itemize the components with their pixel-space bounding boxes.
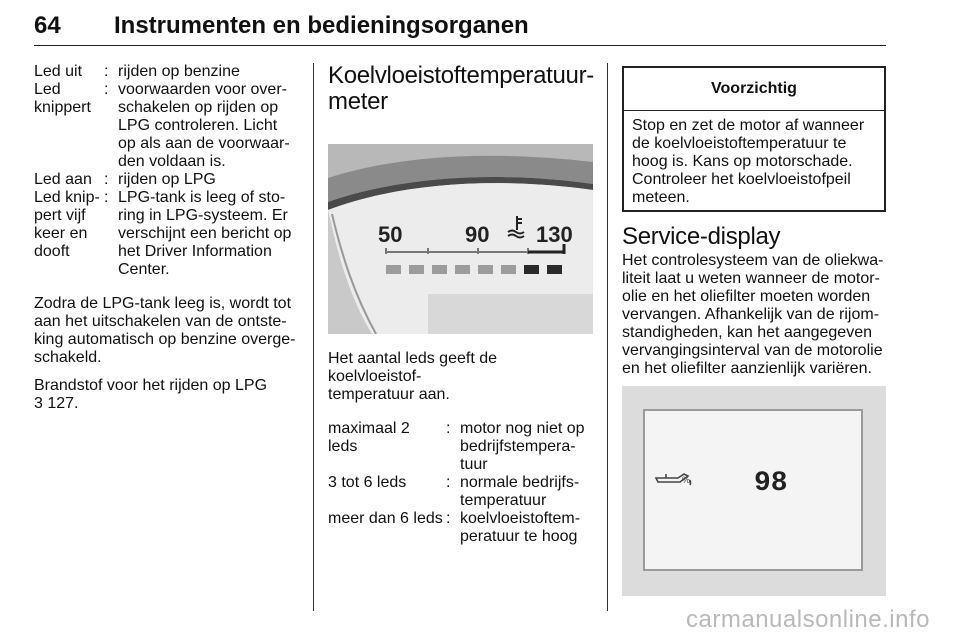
coolant-led <box>547 265 562 274</box>
led-description: LPG-tank is leeg of sto- ring in LPG-systeem. Er verschijnt een bericht op het Driver Information Center. <box>118 189 292 278</box>
temperature-description: normale bedrijfs- temperatuur <box>460 474 580 509</box>
separator: : <box>446 420 451 437</box>
led-count-term: meer dan 6 leds <box>328 510 443 527</box>
coolant-led <box>455 265 470 274</box>
list-item <box>328 510 593 546</box>
separator: : <box>104 189 109 206</box>
coolant-gauge-illustration <box>328 144 593 334</box>
led-term: Led aan <box>34 171 92 188</box>
coolant-led-list <box>328 420 593 546</box>
coolant-led <box>432 265 447 274</box>
led-term: Led knip- pert vijf keer en dooft <box>34 189 100 260</box>
section-heading-coolant: Koelvloeistoftemperatuur- meter <box>328 62 594 115</box>
page-header <box>34 6 886 46</box>
list-item <box>328 474 593 510</box>
column-divider <box>607 63 608 611</box>
led-term: Led knippert <box>34 81 91 116</box>
list-item <box>34 171 304 189</box>
coolant-text-block <box>328 350 593 546</box>
separator: : <box>104 171 109 188</box>
lpg-fuel-text: Brandstof voor het rijden op LPG <box>34 377 268 394</box>
separator: : <box>104 63 109 80</box>
list-item <box>34 63 304 81</box>
gauge-label-130: 130 <box>536 222 573 247</box>
service-display-illustration <box>622 386 886 596</box>
separator: : <box>446 474 451 491</box>
led-count-term: maximaal 2 leds <box>328 420 410 455</box>
gauge-label-50: 50 <box>378 222 403 247</box>
page-number: 64 <box>34 12 61 39</box>
column-divider <box>313 63 314 611</box>
list-item <box>34 189 304 279</box>
coolant-led <box>409 265 424 274</box>
coolant-intro-paragraph: Het aantal leds geeft de koelvloeistof- temperatuur aan. <box>328 350 498 403</box>
temperature-description: motor nog niet op bedrijfstempera- tuur <box>460 420 585 473</box>
oil-life-value: 98 <box>754 468 788 499</box>
percent-symbol: % <box>682 475 691 485</box>
separator: : <box>104 81 109 98</box>
lpg-empty-paragraph: Zodra de LPG-tank leeg is, wordt tot aan het uitschakelen van de ontste- king automatisch op benzine overge- schakeld. <box>34 295 296 366</box>
led-description: rijden op LPG <box>118 171 216 188</box>
coolant-led <box>386 265 401 274</box>
coolant-led <box>524 265 539 274</box>
coolant-led <box>478 265 493 274</box>
caution-box <box>622 66 886 212</box>
section-heading-service: Service-display <box>622 223 781 250</box>
led-status-list <box>34 63 304 279</box>
caution-body: Stop en zet de motor af wanneer de koelvloeistoftemperatuur te hoog is. Kans op motorschade. Controleer het koelvloeistofpeil meteen. <box>632 117 865 206</box>
list-item <box>34 81 304 171</box>
temperature-description: koelvloeistoftem- peratuur te hoog <box>460 510 581 545</box>
column-middle <box>328 63 593 115</box>
service-text-block <box>622 224 886 378</box>
lpg-fuel-paragraph <box>34 377 304 413</box>
separator: : <box>446 510 451 527</box>
caution-title: Voorzichtig <box>624 68 884 111</box>
coolant-led <box>501 265 516 274</box>
watermark: carmanualsonline.info <box>686 606 930 633</box>
list-item <box>328 420 593 474</box>
led-count-term: 3 tot 6 leds <box>328 474 407 491</box>
led-description: rijden op benzine <box>118 63 240 80</box>
page-reference-link[interactable]: 3 127. <box>34 395 79 412</box>
led-term: Led uit <box>34 63 83 80</box>
service-paragraph: Het controlesysteem van de oliekwa- liteit laat u weten wanneer de motor- olie en het oliefilter moeten worden vervangen. Afhankelijk van de rijom- standigheden, kan het aangegeven vervangingsinterval van de motorolie en het oliefilter aanzienlijk variëren. <box>622 252 884 377</box>
column-left <box>34 63 304 413</box>
page-title: Instrumenten en bedieningsorganen <box>114 12 529 39</box>
led-description: voorwaarden voor over- schakelen op rijden op LPG controleren. Licht op als aan de voorwaar- den voldaan is. <box>118 81 290 170</box>
gauge-label-90: 90 <box>465 222 490 247</box>
